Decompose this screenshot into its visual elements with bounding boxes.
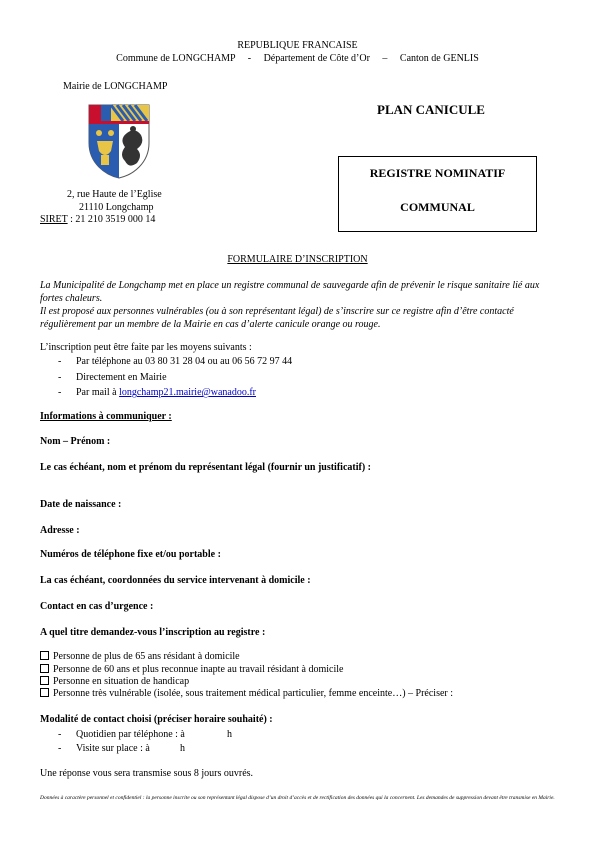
contact-heading: Modalité de contact choisi (préciser horaire souhaité) : [40,714,273,725]
dash-marker: - [58,372,62,383]
siret-line [40,214,155,226]
footer-notice: Données à caractère personnel et confidentiel : la personne inscrite ou son représentant légal dispose d’un droit d’accès et de rectification des données qui la concernent. Les demandes de suppression devant être transmise en Mairie. [40,795,555,801]
option-label: Personne très vulnérable (isolée, sous traitement médical particulier, femme enceinte…) – Préciser : [53,688,454,699]
registre-line1: REGISTRE NOMINATIF [369,166,506,180]
intro-paragraph-2: Il est proposé aux personnes vulnérables (ou à son représentant légal) de s’inscrire sur ce registre afin d’être contacté régulièrement par un membre de la Mairie en cas d’alerte canicule orange ou rouge. [40,306,514,330]
commune-line: Commune de LONGCHAMP - Département de Côte d’Or – Canton de GENLIS [116,53,479,64]
intro-paragraph-1: La Municipalité de Longchamp met en place un registre communal de sauvegarde afin de prévenir le risque sanitaire lié aux fortes chaleurs. [40,280,540,304]
info-heading: Informations à communiquer : [40,411,172,422]
form-title: FORMULAIRE D’INSCRIPTION [227,254,368,265]
contact-visit-label: Visite sur place : à [76,743,150,754]
mairie-address-line2: 21110 Longchamp [79,202,154,213]
checkbox[interactable] [40,688,49,697]
mairie-name: Mairie de LONGCHAMP [63,81,168,92]
means-phone: Par téléphone au 03 80 31 28 04 ou au 06 56 72 97 44 [76,356,293,367]
field-telephone: Numéros de téléphone fixe et/ou portable : [40,549,221,560]
email-link[interactable]: longchamp21.mairie@wanadoo.fr [119,387,256,398]
field-titre-inscription: A quel titre demandez-vous l’inscription au registre : [40,627,266,638]
siret-label: SIRET [40,214,68,225]
option-tres-vulnerable[interactable] [40,688,453,700]
checkbox[interactable] [40,676,49,685]
option-label: Personne de 60 ans et plus reconnue inapte au travail résidant à domicile [53,664,344,675]
contact-phone-hour: h [227,729,232,740]
option-60-inapte[interactable] [40,664,343,676]
field-nom-prenom: Nom – Prénom : [40,436,111,447]
option-label: Personne de plus de 65 ans résidant à domicile [53,651,240,662]
registre-box [338,156,537,232]
means-mail-label: Par mail à [76,387,120,398]
field-urgence: Contact en cas d’urgence : [40,601,154,612]
checkbox[interactable] [40,664,49,673]
republic-heading: REPUBLIQUE FRANCAISE [237,40,358,51]
siret-value: : 21 210 3519 000 14 [67,214,156,225]
page-title: PLAN CANICULE [377,102,485,117]
option-label: Personne en situation de handicap [53,676,190,687]
coat-of-arms-logo [87,103,151,179]
field-representant: Le cas échéant, nom et prénom du représentant légal (fournir un justificatif) : [40,462,371,473]
option-plus-65[interactable] [40,651,240,663]
reply-delay: Une réponse vous sera transmise sous 8 jours ouvrés. [40,768,254,779]
dash-marker: - [58,356,62,367]
field-date-naissance: Date de naissance : [40,499,122,510]
mairie-address-line1: 2, rue Haute de l’Eglise [67,189,162,200]
contact-visit-hour: h [180,743,185,754]
dash-marker: - [58,729,62,740]
field-service: La cas échéant, coordonnées du service intervenant à domicile : [40,575,311,586]
option-handicap[interactable] [40,676,189,688]
dash-marker: - [58,743,62,754]
field-adresse: Adresse : [40,525,80,536]
contact-phone-label: Quotidien par téléphone : à [76,729,185,740]
means-mairie: Directement en Mairie [76,372,167,383]
registre-line2: COMMUNAL [400,200,475,214]
dash-marker: - [58,387,62,398]
means-intro: L’inscription peut être faite par les moyens suivants : [40,342,252,353]
checkbox[interactable] [40,651,49,660]
means-mail [76,387,256,399]
